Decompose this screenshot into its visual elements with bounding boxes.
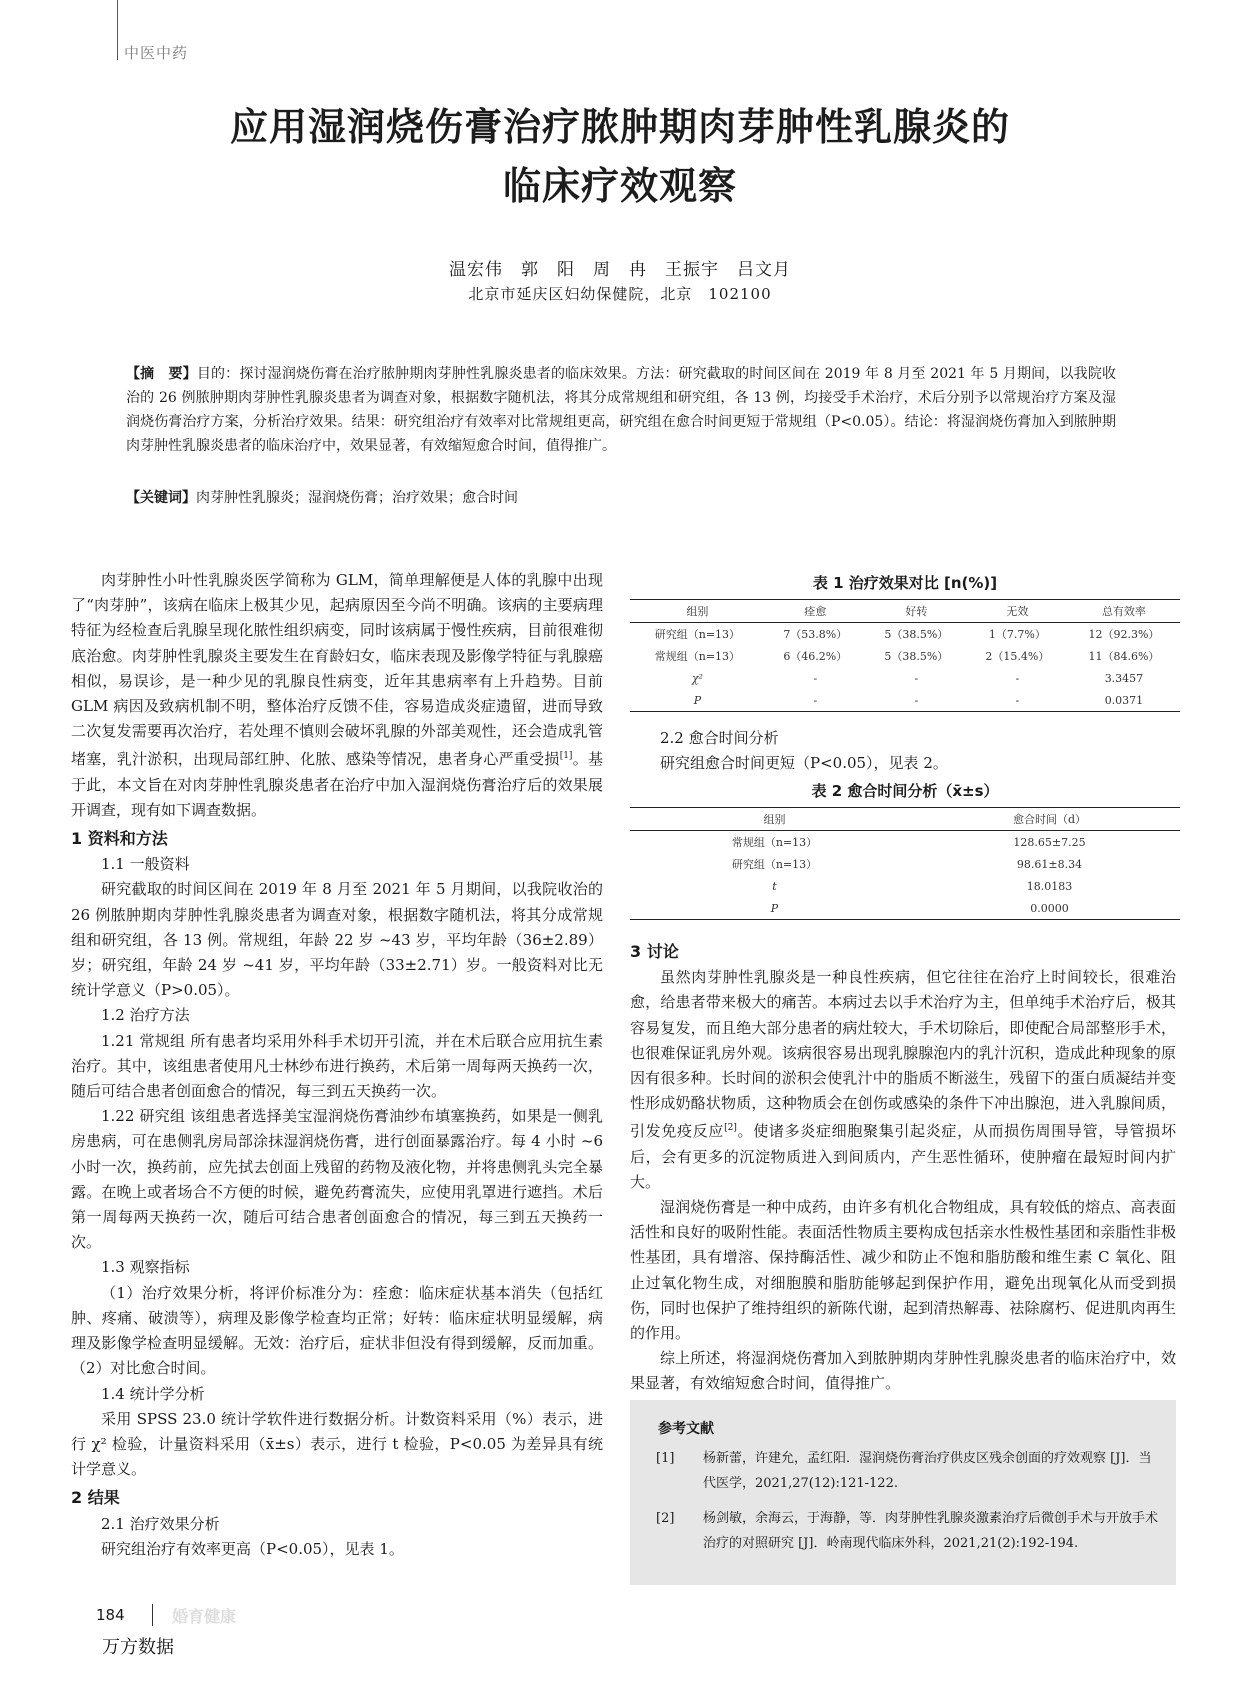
table1 — [630, 599, 1180, 712]
table-cell: 2（15.4%） — [985, 650, 1050, 663]
table1-header: 组别 — [630, 600, 765, 623]
paragraph-1-21: 1.21 常规组 所有患者均采用外科手术切开引流，并在术后联合应用抗生素治疗。其中，该组患者使用凡士林纱布进行换药，术后第一周每两天换药一次，随后可结合患者创面愈合的情况，每三到五天换药一次。 — [71, 1031, 603, 1101]
heading-methods: 1 资料和方法 — [71, 829, 168, 849]
references-title: 参考文献 — [658, 1421, 714, 1437]
heading-results: 2 结果 — [71, 1488, 120, 1508]
table-cell: 3.3457 — [1104, 671, 1144, 685]
discussion-paragraph-2: 湿润烧伤膏是一种中成药，由许多有机化合物组成，具有较低的熔点、高表面活性和良好的吸附性能。表面活性物质主要构成包括亲水性极性基团和亲脂性非极性基团，具有增溶、保持酶活性、减少和防止不饱和脂肪酸和维生素 C 氧化、阻止过氧化物生成，对细胞膜和脂肪能够起到保护作用，避免出现氧化从而受到损伤，同时也保护了维持组织的新陈代谢，起到清热解毒、祛除腐朽、促进肌肉再生的作用。 — [630, 1198, 1176, 1343]
keywords — [126, 487, 1116, 509]
table-cell: 常规组（n=13） — [654, 650, 741, 663]
paragraph-1-1: 研究截取的时间区间在 2019 年 8 月至 2021 年 5 月期间，以我院收治的 26 例脓肿期肉芽肿性乳腺炎患者为调查对象，根据数字随机法，将其分成常规组和研究组，各 13 例。常规组，年龄 22 岁 ~43 岁，平均年龄（36±2.89）岁；研究组，年龄 24 岁 ~41 岁，平均年龄（33±2.71）岁。一般资料对比无统计学意义（P>0.05）。 — [71, 880, 603, 1000]
abstract — [126, 362, 1116, 458]
table-row — [630, 667, 1180, 689]
table-cell: 研究组（n=13） — [731, 858, 818, 871]
section-tag: 中医中药 — [124, 44, 189, 62]
table-row — [630, 831, 1180, 854]
reference-text: 杨新蕾，许建允，孟红阳．湿润烧伤膏治疗供皮区残余创面的疗效观察 [J]．当代医学，2021,27(12):121-122. — [703, 1451, 1152, 1491]
table-cell: 18.0183 — [1026, 879, 1073, 893]
heading-2-1: 2.1 治疗效果分析 — [101, 1514, 220, 1533]
table-row — [630, 897, 1180, 920]
left-column — [71, 568, 603, 1562]
table-cell: 7（53.8%） — [783, 628, 848, 641]
paragraph-2-2: 研究组愈合时间更短（P<0.05），见表 2。 — [660, 754, 948, 773]
table1-title: 表 1 治疗效果对比 [n(%)] — [812, 574, 998, 592]
table-cell: 0.0371 — [1068, 689, 1180, 712]
reference-text: 杨剑敏，余海云，于海静，等．肉芽肿性乳腺炎激素治疗后微创手术与开放手术治疗的对照研究 [J]．岭南现代临床外科，2021,21(2):192-194. — [703, 1511, 1159, 1551]
table2-block — [630, 780, 1180, 920]
table-row — [630, 853, 1180, 875]
table-cell: 常规组（n=13） — [731, 836, 818, 849]
discussion-citation: [2] — [724, 1123, 737, 1134]
references-box — [630, 1400, 1176, 1585]
heading-2-2: 2.2 愈合时间分析 — [660, 729, 779, 747]
table-cell: 98.61±8.34 — [1016, 857, 1083, 871]
table-row — [630, 645, 1180, 667]
table-cell: 6（46.2%） — [783, 650, 848, 663]
reference-number: [1] — [656, 1451, 675, 1466]
table-cell: P — [630, 897, 919, 920]
table-cell: 1（7.7%） — [988, 628, 1046, 641]
keywords-label: 【关键词】 — [126, 490, 196, 506]
paragraph-1-4: 采用 SPSS 23.0 统计学软件进行数据分析。计数资料采用（%）表示，进行 χ² 检验，计量资料采用（x̄±s）表示，进行 t 检验，P<0.05 为差异具有统计学意义。 — [71, 1409, 603, 1479]
discussion-text-1b: 。使诸多炎症细胞聚集引起炎症，从而损伤周围导管，导管损坏后，会有更多的沉淀物质进入到间质内，产生恶性循环，使肿瘤在最短时间内扩大。 — [630, 1122, 1176, 1191]
heading-1-2: 1.2 治疗方法 — [101, 1006, 190, 1025]
journal-name: 婚育健康 — [172, 1607, 237, 1626]
table2-header: 组别 — [630, 808, 919, 831]
table-cell: - — [813, 671, 818, 685]
intro-citation: [1] — [559, 751, 573, 762]
intro-tail: 。基于此，本文旨在对肉芽肿性乳腺炎患者在治疗中加入湿润烧伤膏治疗后的效果展开调查，现有如下调查数据。 — [71, 750, 603, 819]
table-cell: P — [630, 689, 765, 712]
table2-title: 表 2 愈合时间分析（x̄±s） — [811, 782, 999, 800]
table-cell: t — [772, 879, 777, 893]
table-cell: - — [1015, 671, 1020, 685]
discussion-text-1a: 虽然肉芽肿性乳腺炎是一种良性疾病，但它往往在治疗上时间较长，很难治愈，给患者带来极大的痛苦。本病过去以手术治疗为主，但单纯手术治疗后，极其容易复发，而且绝大部分患者的病灶较大，手术切除后，即使配合局部整形手术，也很难保证乳房外观。该病很容易出现乳腺腺泡内的乳汁沉积，造成此种现象的原因有很多种。长时间的淤积会使乳汁中的脂质不断滋生，残留下的蛋白质凝结并变性形成奶酪状物质，这种物质会在创伤或感染的条件下冲出腺泡，进入乳腺间质，引发免疫反应 — [630, 968, 1176, 1141]
table1-header: 总有效率 — [1068, 600, 1180, 623]
affiliation: 北京市延庆区妇幼保健院，北京 102100 — [468, 285, 772, 303]
intro-text: 肉芽肿性小叶性乳腺炎医学简称为 GLM，简单理解便是人体的乳腺中出现了“肉芽肿”，该病在临床上极其少见，起病原因至今尚不明确。该病的主要病理特征为经检查后乳腺呈现化脓性组织病变，同时该病属于慢性疾病，目前很难彻底治愈。肉芽肿性乳腺炎主要发生在育龄妇女，临床表现及影像学特征与乳腺癌相似，易误诊，是一种少见的乳腺良性病变，近年其患病率有上升趋势。目前 GLM 病因及致病机制不明，整体治疗反馈不佳，容易造成炎症遗留，进而导致二次复发需要再次治疗，若处理不慎则会破坏乳腺的外部美观性，还会造成乳管堵塞，乳汁淤积，出现局部红肿、化脓、感染等情况，患者身心严重受损 — [71, 571, 603, 769]
section-2-2 — [630, 726, 1176, 776]
abstract-label: 【摘 要】 — [126, 366, 197, 382]
abstract-text: 目的：探讨湿润烧伤膏在治疗脓肿期肉芽肿性乳腺炎患者的临床效果。方法：研究截取的时间区间在 2019 年 8 月至 2021 年 5 月期间，以我院收治的 26 例脓肿期肉芽肿性乳腺炎患者为调查对象，根据数字随机法，将其分成常规组和研究组，各 13 例，均接受手术治疗，术后分别予以常规治疗方案及湿润烧伤膏治疗方案，分析治疗效果。结果：研究组治疗有效率对比常规组更高，研究组在愈合时间更短于常规组（P<0.05）。结论：将湿润烧伤膏加入到脓肿期肉芽肿性乳腺炎患者的临床治疗中，效果显著，有效缩短愈合时间，值得推广。 — [126, 366, 1117, 454]
table1-header: 无效 — [967, 600, 1068, 623]
footer-divider — [152, 1604, 153, 1626]
table-cell: 128.65±7.25 — [1013, 835, 1086, 849]
paragraph-1-3: （1）治疗效果分析，将评价标准分为：痊愈：临床症状基本消失（包括红肿、疼痛、破溃等），病理及影像学检查均正常；好转：临床症状明显缓解，病理及影像学检查明显缓解。无效：治疗后，症状非但没有得到缓解，反而加重。（2）对比愈合时间。 — [71, 1283, 603, 1378]
discussion-paragraph-1 — [630, 965, 1176, 1195]
heading-1-4: 1.4 统计学分析 — [101, 1384, 205, 1403]
table-cell: 5（38.5%） — [884, 650, 949, 663]
discussion-paragraph-3: 综上所述，将湿润烧伤膏加入到脓肿期肉芽肿性乳腺炎患者的临床治疗中，效果显著，有效缩短愈合时间，值得推广。 — [630, 1349, 1176, 1393]
heading-1-1: 1.1 一般资料 — [101, 855, 190, 874]
discussion — [630, 936, 1176, 1397]
paragraph-1-22: 1.22 研究组 该组患者选择美宝湿润烧伤膏油纱布填塞换药，如果是一侧乳房患病，可在患侧乳房局部涂抹湿润烧伤膏，进行创面暴露治疗。每 4 小时 ~6 小时一次，换药前，应先拭去创面上残留的药物及液化物，并将患侧乳头完全暴露。在晚上或者场合不方便的时候，避免药膏流失，应使用乳罩进行遮挡。术后第一周每两天换药一次，随后可结合患者创面愈合的情况，每三到五天换药一次。 — [71, 1107, 603, 1252]
table1-header: 痊愈 — [765, 600, 866, 623]
table-cell: 0.0000 — [919, 897, 1180, 920]
intro-paragraph — [71, 568, 603, 823]
heading-discussion: 3 讨论 — [630, 942, 679, 961]
table-cell: - — [765, 689, 866, 712]
table2-header: 愈合时间（d） — [919, 808, 1180, 831]
table2 — [630, 807, 1180, 920]
table-cell: 12（92.3%） — [1088, 628, 1160, 641]
table-cell: - — [914, 671, 919, 685]
reference-number: [2] — [656, 1511, 675, 1526]
authors: 温宏伟 郭 阳 周 冉 王振宇 吕文月 — [449, 260, 791, 280]
table-row — [630, 689, 1180, 712]
article-title-line1: 应用湿润烧伤膏治疗脓肿期肉芽肿性乳腺炎的 — [229, 105, 1010, 149]
source-watermark: 万方数据 — [102, 1637, 174, 1658]
article-title-line2: 临床疗效观察 — [502, 164, 737, 208]
paragraph-2-1: 研究组治疗有效率更高（P<0.05），见表 1。 — [101, 1539, 404, 1558]
keywords-text: 肉芽肿性乳腺炎；湿润烧伤膏；治疗效果；愈合时间 — [196, 490, 518, 506]
table-cell: - — [866, 689, 967, 712]
table-cell: 研究组（n=13） — [654, 628, 741, 641]
header-rule — [117, 0, 118, 60]
page-number: 184 — [96, 1606, 125, 1624]
table-cell: - — [967, 689, 1068, 712]
table-row — [630, 875, 1180, 897]
heading-1-3: 1.3 观察指标 — [101, 1258, 190, 1277]
table1-header: 好转 — [866, 600, 967, 623]
table-row — [630, 623, 1180, 646]
table-cell: χ² — [691, 671, 703, 685]
table-cell: 5（38.5%） — [884, 628, 949, 641]
table1-block — [630, 572, 1180, 712]
table-cell: 11（84.6%） — [1088, 650, 1160, 663]
